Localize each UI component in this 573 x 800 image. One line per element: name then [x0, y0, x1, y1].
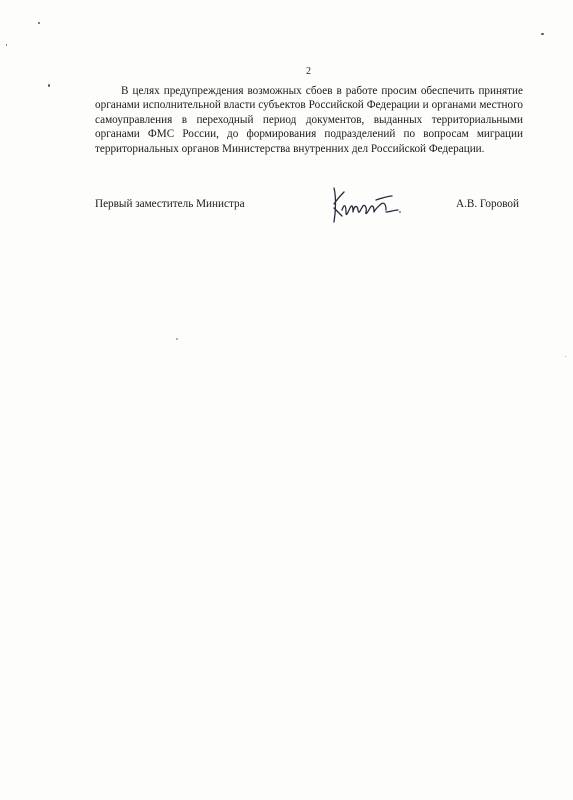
page-number: 2	[306, 66, 311, 77]
scan-speck	[48, 84, 50, 87]
scan-speck	[6, 44, 7, 46]
scan-speck	[38, 22, 40, 24]
scan-speck	[565, 356, 566, 357]
signer-name: А.В. Горовой	[456, 198, 519, 210]
body-paragraph: В целях предупреждения возможных сбоев в работе просим обеспечить принятие органами исполнительной власти субъектов Российской Федерации и органами местного самоуправления в переходный период документов, выданных территориальными органами ФМС России, до формирования подразделений по вопросам миграции территориальных органов Министерства внутренних дел Российской Федерации.	[95, 85, 523, 155]
handwritten-signature	[326, 182, 406, 230]
scan-speck	[176, 338, 178, 340]
signer-title: Первый заместитель Министра	[95, 198, 245, 210]
scan-speck	[541, 33, 544, 35]
